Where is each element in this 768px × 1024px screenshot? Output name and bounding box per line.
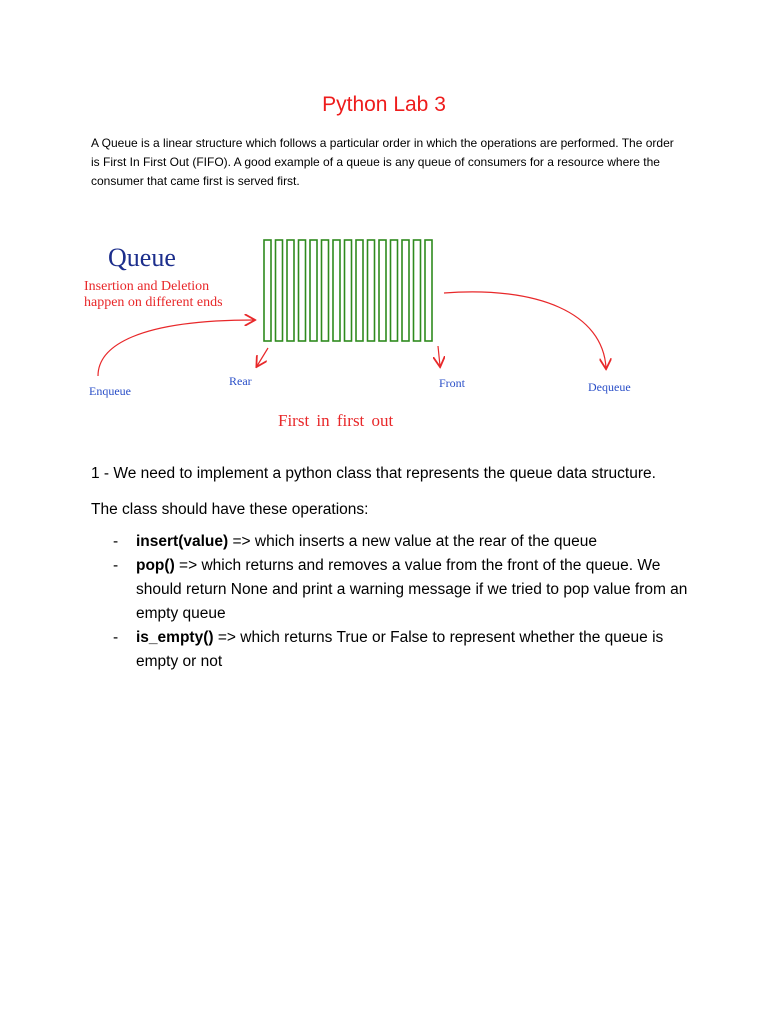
operation-insert bbox=[91, 530, 691, 554]
queue-diagram-svg bbox=[78, 228, 658, 438]
rear-label: Rear bbox=[229, 374, 252, 388]
queue-cell bbox=[264, 240, 271, 341]
operations-list bbox=[91, 530, 691, 674]
queue-cell bbox=[402, 240, 409, 341]
queue-cell bbox=[310, 240, 317, 341]
queue-cell bbox=[276, 240, 283, 341]
enqueue-label: Enqueue bbox=[89, 384, 131, 398]
queue-subtitle-line2: happen on different ends bbox=[84, 295, 223, 310]
operation-desc: => which returns True or False to represent whether the queue is empty or not bbox=[136, 629, 664, 670]
operation-pop bbox=[91, 554, 691, 626]
list-dash: - bbox=[113, 629, 119, 646]
page-title: Python Lab 3 bbox=[322, 93, 446, 116]
rear-arrow bbox=[257, 348, 268, 366]
operation-desc: => which inserts a new value at the rear of the queue bbox=[228, 533, 597, 550]
operation-name: insert(value) bbox=[136, 533, 229, 550]
queue-cell bbox=[391, 240, 398, 341]
queue-cell bbox=[345, 240, 352, 341]
queue-cell bbox=[368, 240, 375, 341]
operation-name: pop() bbox=[136, 557, 175, 574]
front-arrow bbox=[438, 346, 440, 366]
queue-subtitle-line1: Insertion and Deletion bbox=[84, 279, 210, 294]
list-dash: - bbox=[113, 533, 119, 550]
queue-cell bbox=[356, 240, 363, 341]
queue-cell bbox=[299, 240, 306, 341]
operation-is-empty bbox=[91, 626, 691, 674]
dequeue-label: Dequeue bbox=[588, 380, 631, 394]
queue-cell bbox=[379, 240, 386, 341]
queue-cell bbox=[425, 240, 432, 341]
enqueue-arrow bbox=[98, 320, 254, 376]
intro-paragraph: A Queue is a linear structure which follows a particular order in which the operations are performed. The order is First In First Out (FIFO). A good example of a queue is any queue of consumers for a resource where the consumer that came first is served first. bbox=[91, 136, 674, 188]
queue-diagram bbox=[78, 228, 658, 438]
queue-cell bbox=[322, 240, 329, 341]
queue-cell bbox=[414, 240, 421, 341]
operations-heading: The class should have these operations: bbox=[91, 501, 369, 518]
operation-name: is_empty() bbox=[136, 629, 214, 646]
queue-heading: Queue bbox=[108, 243, 176, 272]
task-intro: 1 - We need to implement a python class that represents the queue data structure. bbox=[91, 465, 656, 482]
task-section bbox=[91, 462, 691, 674]
queue-cell bbox=[333, 240, 340, 341]
dequeue-arrow bbox=[444, 292, 606, 368]
queue-cell bbox=[287, 240, 294, 341]
operation-desc: => which returns and removes a value from the front of the queue. We should return None and print a warning message if we tried to pop value from an empty queue bbox=[136, 557, 688, 622]
front-label: Front bbox=[439, 376, 466, 390]
queue-cells bbox=[264, 240, 432, 341]
fifo-caption: First in first out bbox=[278, 411, 394, 430]
list-dash: - bbox=[113, 557, 119, 574]
